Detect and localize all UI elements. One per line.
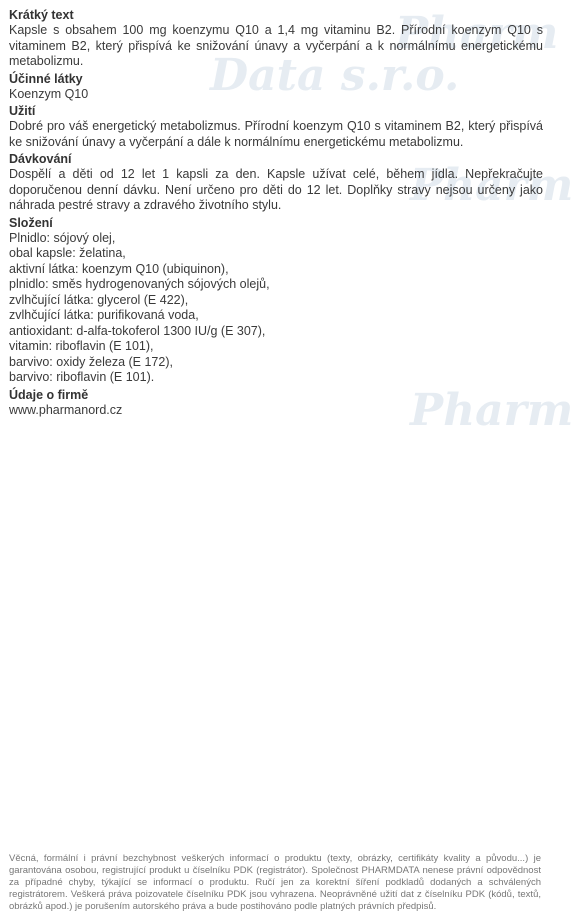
legal-disclaimer: Věcná, formální i právní bezchybnost veškerých informací o produktu (texty, obrázky, certifikáty kvality a původu...) je garantována osobou, registrující produkt u číselníku PDK (registrátor). Společnost PHARMDATA nenese právní odpovědnost za případné chyby, týkající se informací o produktu. Ručí jen za korektní šíření podkladů dodaných a schválených registrátorem. Veškerá práva poizovatele číselníku PDK jsou vyhrazena. Neoprávněné užití dat z číselníku PDK (kódů, textů, obrázků apod.) je porušením autorského práva a bude postihováno podle platných právních předpisů.	[9, 853, 541, 912]
usage-body: Dobré pro váš energetický metabolizmus. Přírodní koenzym Q10 s vitaminem B2, který přispívá ke snižování únavy a vyčerpání a dále k normálnímu energetickému metabolizmu.	[9, 119, 543, 149]
section-title-active: Účinné látky	[9, 71, 83, 86]
ingredient-item: zvlhčující látka: glycerol (E 422),	[9, 292, 189, 307]
section-company	[9, 387, 543, 419]
section-title-short-text: Krátký text	[9, 8, 74, 22]
section-title-dosage: Dávkování	[9, 152, 72, 166]
ingredient-item: barvivo: riboflavin (E 101).	[9, 370, 155, 384]
ingredient-item: plnidlo: směs hydrogenovaných sójových olejů,	[9, 277, 270, 291]
section-active	[9, 71, 543, 103]
watermark-data-sro: Data s.r.o.	[210, 50, 460, 101]
ingredient-item: obal kapsle: želatina,	[9, 246, 126, 260]
watermark-pharm-top: Pharm	[395, 8, 559, 59]
section-short-text	[9, 7, 543, 70]
product-info	[9, 7, 543, 418]
ingredient-item: vitamin: riboflavin (E 101),	[9, 339, 154, 353]
ingredient-item: antioxidant: d-alfa-tokoferol 1300 IU/g (E 307),	[9, 323, 266, 338]
section-title-composition: Složení	[9, 215, 53, 230]
section-title-usage: Užití	[9, 104, 36, 118]
dosage-body: Dospělí a děti od 12 let 1 kapsli za den. Kapsle užívat celé, během jídla. Nepřekračujte doporučenou denní dávku. Není určeno pro děti do 12 let. Doplňky stravy nejsou určeny jako náhrada pestré stravy a zdravého životního stylu.	[9, 167, 543, 212]
ingredient-item: aktivní látka: koenzym Q10 (ubiquinon),	[9, 261, 229, 276]
section-dosage	[9, 151, 543, 214]
section-composition	[9, 215, 543, 386]
section-title-company: Údaje o firmě	[9, 387, 89, 402]
watermark-pharm-middle: Pharm	[410, 160, 573, 211]
ingredient-item: Plnidlo: sójový olej,	[9, 230, 116, 245]
company-website: www.pharmanord.cz	[9, 402, 123, 417]
ingredient-item: barvivo: oxidy železa (E 172),	[9, 354, 173, 369]
short-text-body: Kapsle s obsahem 100 mg koenzymu Q10 a 1,4 mg vitaminu B2. Přírodní koenzym Q10 s vitaminem B2, který přispívá ke snižování únavy a vyčerpání a k normálnímu energetickému metabolizmu.	[9, 23, 543, 68]
watermark-pharm-bottom: Pharm	[410, 385, 573, 436]
section-usage	[9, 103, 543, 150]
active-body: Koenzym Q10	[9, 86, 89, 101]
ingredient-item: zvlhčující látka: purifikovaná voda,	[9, 308, 199, 322]
